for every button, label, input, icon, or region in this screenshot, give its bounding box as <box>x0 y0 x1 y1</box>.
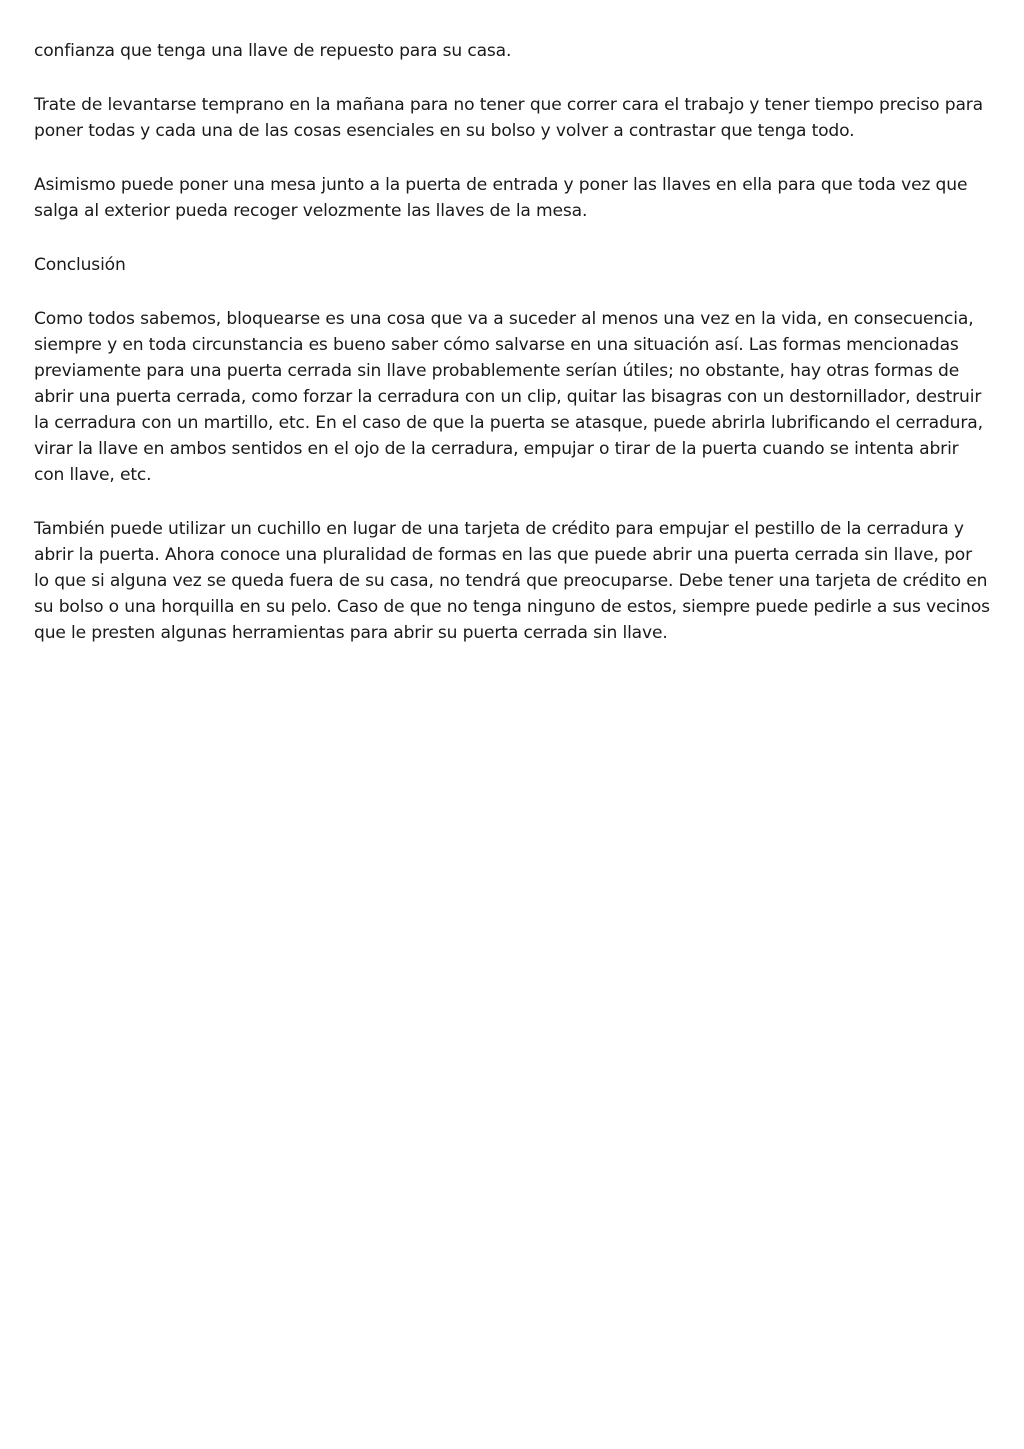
paragraph-morning-tip: Trate de levantarse temprano en la mañana para no tener que correr cara el trabajo y tener tiempo preciso para poner todas y cada una de las cosas esenciales en su bolso y volver a contrastar que tenga todo. <box>34 95 983 141</box>
conclusion-heading: Conclusión <box>34 255 126 275</box>
paragraph-final: También puede utilizar un cuchillo en lugar de una tarjeta de crédito para empujar el pestillo de la cerradura y abrir la puerta. Ahora conoce una pluralidad de formas en las que puede abrir una puerta cerrada sin llave, por lo que si alguna vez se queda fuera de su casa, no tendrá que preocuparse. Debe tener una tarjeta de crédito en su bolso o una horquilla en su pelo. Caso de que no tenga ninguno de estos, siempre puede pedirle a sus vecinos que le presten algunas herramientas para abrir su puerta cerrada sin llave. <box>34 519 990 643</box>
paragraph-conclusion: Como todos sabemos, bloquearse es una cosa que va a suceder al menos una vez en la vida, en consecuencia, siempre y en toda circunstancia es bueno saber cómo salvarse en una situación así. Las formas mencionadas previamente para una puerta cerrada sin llave probablemente serían útiles; no obstante, hay otras formas de abrir una puerta cerrada, como forzar la cerradura con un clip, quitar las bisagras con un destornillador, destruir la cerradura con un martillo, etc. En el caso de que la puerta se atasque, puede abrirla lubrificando el cerradura, virar la llave en ambos sentidos en el ojo de la cerradura, empujar o tirar de la puerta cuando se intenta abrir con llave, etc. <box>34 309 983 485</box>
document-page <box>34 38 990 674</box>
paragraph-continuation: confianza que tenga una llave de repuesto para su casa. <box>34 41 512 61</box>
paragraph-table-tip: Asimismo puede poner una mesa junto a la puerta de entrada y poner las llaves en ella para que toda vez que salga al exterior pueda recoger velozmente las llaves de la mesa. <box>34 175 968 221</box>
